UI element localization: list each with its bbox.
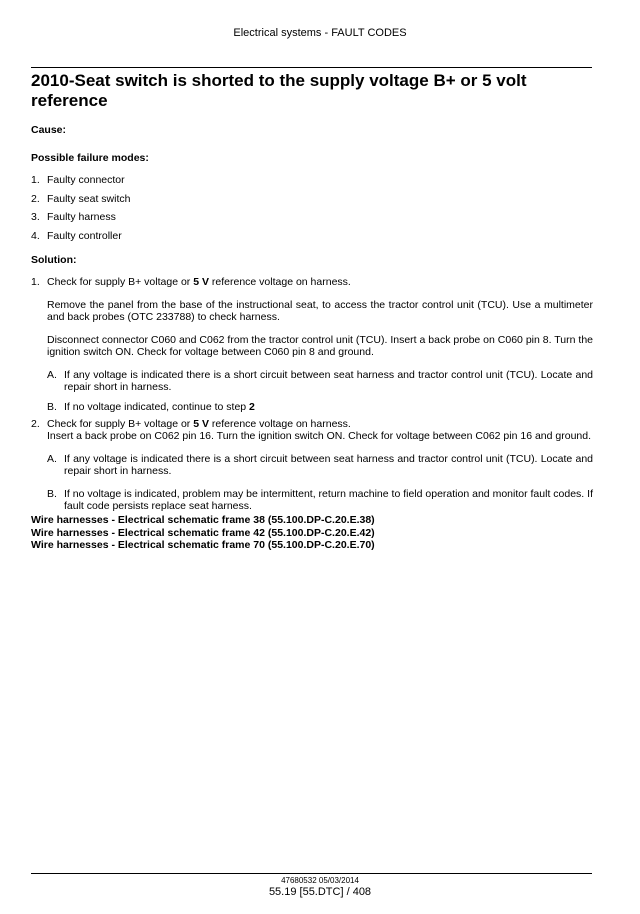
step-link[interactable]: 2 bbox=[249, 401, 255, 413]
list-text: Faulty seat switch bbox=[47, 192, 131, 205]
voltage-ref: 5 V bbox=[193, 276, 209, 288]
reference-link[interactable]: Wire harnesses - Electrical schematic frame 42 (55.100.DP-C.20.E.42) bbox=[31, 526, 375, 539]
sub-step-b bbox=[47, 488, 593, 512]
sub-step-a bbox=[47, 453, 593, 477]
sub-step-text: If any voltage is indicated there is a short circuit between seat harness and tractor control unit (TCU). Locate and repair short in harness. bbox=[64, 369, 593, 393]
step-paragraph: Insert a back probe on C062 pin 16. Turn the ignition switch ON. Check for voltage between C062 pin 16 and ground. bbox=[47, 430, 592, 442]
header-divider bbox=[31, 67, 592, 68]
step-paragraph: Remove the panel from the base of the instructional seat, to access the tractor control unit (TCU). Use a multimeter and back probes (OTC 233788) to check harness. bbox=[47, 299, 593, 323]
list-item bbox=[31, 174, 593, 186]
sub-step-letter: B. bbox=[47, 401, 57, 413]
list-item bbox=[31, 211, 593, 223]
reference-link[interactable]: Wire harnesses - Electrical schematic frame 70 (55.100.DP-C.20.E.70) bbox=[31, 539, 375, 551]
step-text: reference voltage on harness. bbox=[211, 276, 351, 288]
footer-divider bbox=[31, 873, 592, 874]
reference-links bbox=[31, 514, 593, 552]
list-number: 1. bbox=[31, 174, 40, 186]
page-header: Electrical systems - FAULT CODES bbox=[233, 27, 407, 39]
fault-title: 2010-Seat switch is shorted to the supply voltage B+ or 5 volt reference bbox=[31, 71, 527, 110]
document-code: 47680532 05/03/2014 bbox=[281, 876, 359, 885]
sub-step-a bbox=[47, 369, 593, 393]
sub-step-text: If no voltage indicated, continue to step bbox=[64, 401, 247, 413]
step-text: Check for supply B+ voltage or bbox=[47, 276, 191, 288]
voltage-ref: 5 V bbox=[193, 418, 209, 430]
step-text: Check for supply B+ voltage or bbox=[47, 418, 191, 430]
list-number: 2. bbox=[31, 192, 40, 205]
list-text: Faulty harness bbox=[47, 211, 116, 223]
sub-step-letter: B. bbox=[47, 488, 57, 500]
step-text: reference voltage on harness. bbox=[211, 418, 351, 430]
solution-label: Solution: bbox=[31, 254, 77, 266]
fault-content bbox=[31, 124, 593, 552]
list-number: 3. bbox=[31, 211, 40, 223]
list-item bbox=[31, 193, 593, 205]
list-number: 4. bbox=[31, 229, 40, 242]
solution-step-2 bbox=[31, 418, 593, 512]
sub-step-letter: A. bbox=[47, 453, 57, 465]
page-number: 55.19 [55.DTC] / 408 bbox=[268, 886, 372, 898]
list-text: Faulty connector bbox=[47, 174, 125, 186]
sub-step-b bbox=[47, 401, 593, 413]
solution-step-1 bbox=[31, 276, 593, 413]
sub-step-text: If no voltage is indicated, problem may be intermittent, return machine to field operation and monitor fault codes. If fault code persists replace seat harness. bbox=[64, 488, 593, 512]
cause-label: Cause: bbox=[31, 124, 67, 136]
step-paragraph: Disconnect connector C060 and C062 from the tractor control unit (TCU). Insert a back probe on C060 pin 8. Turn the ignition switch ON. Check for voltage between C060 pin 8 and ground. bbox=[47, 334, 593, 358]
reference-link[interactable]: Wire harnesses - Electrical schematic frame 38 (55.100.DP-C.20.E.38) bbox=[31, 514, 375, 526]
sub-step-letter: A. bbox=[47, 369, 57, 381]
failure-modes-list bbox=[31, 174, 593, 242]
step-number: 2. bbox=[31, 418, 40, 430]
sub-step-text: If any voltage is indicated there is a short circuit between seat harness and tractor control unit (TCU). Locate and repair short in harness. bbox=[64, 453, 593, 477]
list-item bbox=[31, 230, 593, 242]
list-text: Faulty controller bbox=[47, 229, 122, 242]
failure-modes-label: Possible failure modes: bbox=[31, 152, 149, 164]
step-number: 1. bbox=[31, 276, 40, 288]
